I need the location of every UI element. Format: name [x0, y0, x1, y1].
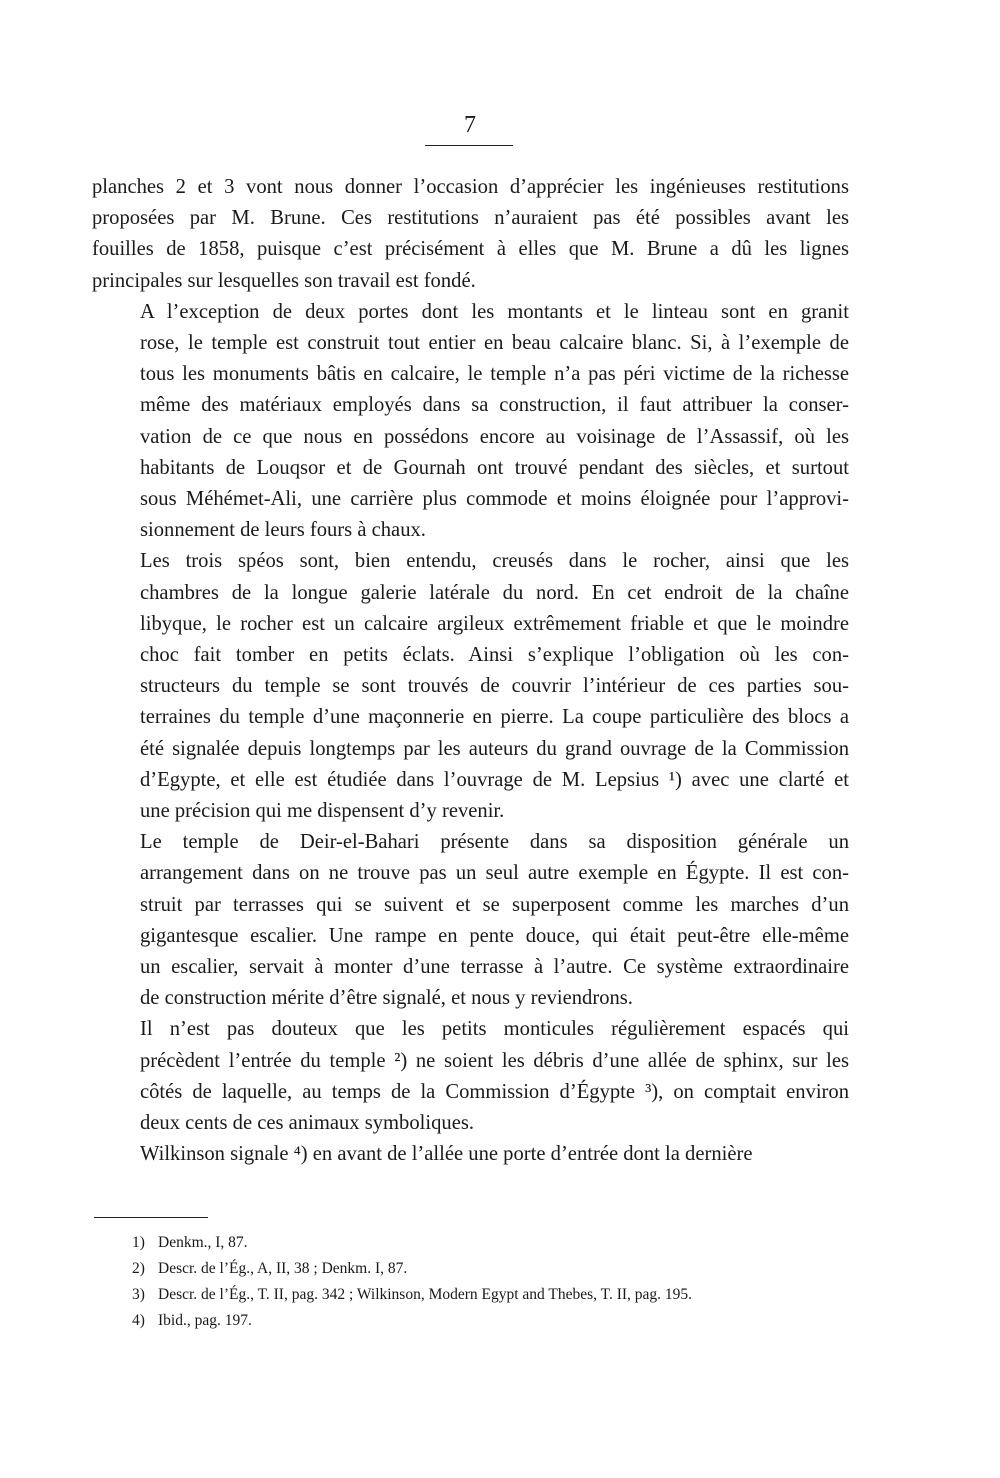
page-number-rule: [425, 145, 513, 146]
page-number: 7: [464, 112, 476, 138]
footnote-number: 3): [132, 1286, 145, 1303]
footnote: [132, 1230, 872, 1256]
text-line: d’Egypte, et elle est étudiée dans l’ouvrage de M. Lepsius ¹) avec une clarté et: [140, 768, 849, 791]
paragraph: [92, 546, 849, 827]
text-line: une précision qui me dispensent d’y revenir.: [140, 800, 505, 823]
text-line: côtés de laquelle, au temps de la Commission d’Égypte ³), on comptait environ: [140, 1080, 849, 1103]
text-line: rose, le temple est construit tout entier en beau calcaire blanc. Si, à l’exemple de: [140, 332, 849, 355]
footnote-text: Denkm., I, 87.: [158, 1234, 248, 1251]
footnote-text: Descr. de l’Ég., A, II, 38 ; Denkm. I, 87.: [158, 1260, 408, 1277]
text-line: un escalier, servait à monter d’une terrasse à l’autre. Ce système extraordinaire: [140, 956, 849, 979]
footnote: [132, 1256, 872, 1282]
footnote-text: Ibid., pag. 197.: [158, 1312, 252, 1329]
text-line: proposées par M. Brune. Ces restitutions n’auraient pas été possibles avant les: [92, 207, 849, 230]
text-line: principales sur lesquelles son travail est fondé.: [92, 269, 476, 292]
text-line: arrangement dans on ne trouve pas un seul autre exemple en Égypte. Il est con-: [140, 862, 849, 885]
footnote: [132, 1282, 872, 1308]
paragraph: [92, 1139, 849, 1170]
text-line: Wilkinson signale ⁴) en avant de l’allée une porte d’entrée dont la dernière: [140, 1143, 753, 1166]
body-text: [92, 172, 849, 1171]
text-line: habitants de Louqsor et de Gournah ont trouvé pendant des siècles, et surtout: [140, 456, 849, 479]
text-line: Il n’est pas douteux que les petits monticules régulièrement espacés qui: [140, 1018, 849, 1041]
footnote-number: 2): [132, 1260, 145, 1277]
text-line: choc fait tomber en petits éclats. Ainsi s’explique l’obligation où les con-: [140, 644, 849, 667]
text-line: libyque, le rocher est un calcaire argileux extrêmement friable et que le moindre: [140, 612, 849, 635]
text-line: été signalée depuis longtemps par les auteurs du grand ouvrage de la Commission: [140, 737, 849, 760]
paragraph: [92, 1014, 849, 1139]
text-line: Les trois spéos sont, bien entendu, creusés dans le rocher, ainsi que les: [140, 550, 849, 573]
footnotes: [132, 1230, 872, 1334]
text-line: même des matériaux employés dans sa construction, il faut attribuer la conser-: [140, 394, 849, 417]
text-line: chambres de la longue galerie latérale du nord. En cet endroit de la chaîne: [140, 581, 849, 604]
text-line: structeurs du temple se sont trouvés de couvrir l’intérieur de ces parties sou-: [140, 675, 849, 698]
footnote-number: 4): [132, 1312, 145, 1329]
text-line: tous les monuments bâtis en calcaire, le temple n’a pas péri victime de la richesse: [140, 363, 849, 386]
footnote-rule: [94, 1217, 208, 1218]
paragraph: [92, 172, 849, 297]
text-line: sous Méhémet-Ali, une carrière plus commode et moins éloignée pour l’approvi-: [140, 488, 849, 511]
text-line: A l’exception de deux portes dont les montants et le linteau sont en granit: [140, 300, 849, 323]
footnote: [132, 1308, 872, 1334]
text-line: sionnement de leurs fours à chaux.: [140, 519, 426, 542]
text-line: terraines du temple d’une maçonnerie en pierre. La coupe particulière des blocs a: [140, 706, 849, 729]
text-line: vation de ce que nous en possédons encore au voisinage de l’Assassif, où les: [140, 425, 849, 448]
paragraph: [92, 827, 849, 1014]
text-line: struit par terrasses qui se suivent et se superposent comme les marches d’un: [140, 893, 849, 916]
text-line: fouilles de 1858, puisque c’est précisément à elles que M. Brune a dû les lignes: [92, 238, 849, 261]
text-line: gigantesque escalier. Une rampe en pente douce, qui était peut-être elle-même: [140, 924, 849, 947]
text-line: précèdent l’entrée du temple ²) ne soient les débris d’une allée de sphinx, sur les: [140, 1049, 849, 1072]
text-line: Le temple de Deir-el-Bahari présente dans sa disposition générale un: [140, 831, 849, 854]
text-line: de construction mérite d’être signalé, et nous y reviendrons.: [140, 987, 633, 1010]
paragraph: [92, 297, 849, 547]
text-line: planches 2 et 3 vont nous donner l’occasion d’apprécier les ingénieuses restitutions: [92, 176, 849, 198]
text-line: deux cents de ces animaux symboliques.: [140, 1112, 474, 1135]
footnote-text: Descr. de l’Ég., T. II, pag. 342 ; Wilkinson, Modern Egypt and Thebes, T. II, pag. 195.: [158, 1286, 693, 1303]
footnote-number: 1): [132, 1234, 145, 1251]
